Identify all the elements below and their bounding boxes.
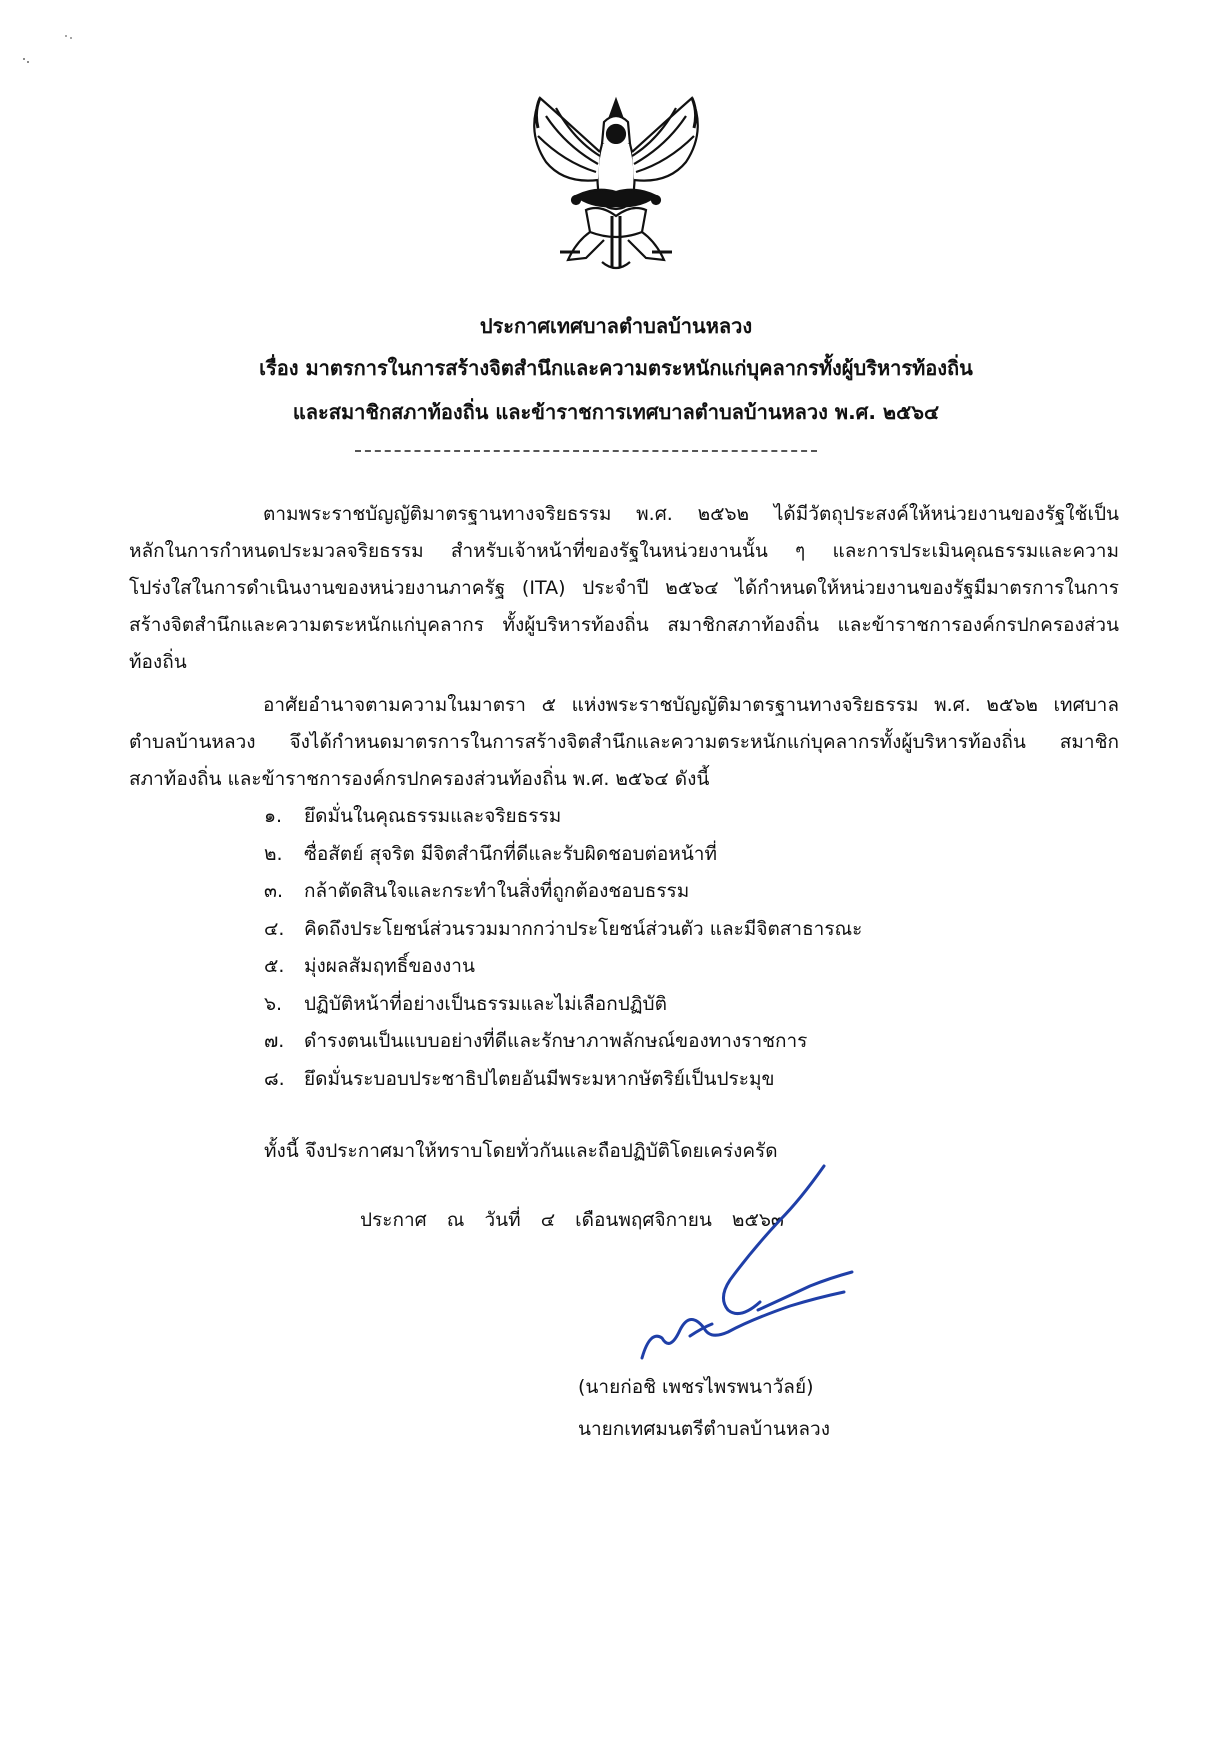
date-year: ๒๕๖๓: [731, 1209, 784, 1231]
handwritten-signature: [630, 1160, 870, 1360]
list-item: [264, 911, 862, 949]
paragraph-line: ตามพระราชบัญญัติมาตรฐานทางจริยธรรม พ.ศ. ๒๕๖๒ ได้มีวัตถุประสงค์ให้หน่วยงานของรัฐใช้เป็น: [263, 503, 1119, 525]
announcement-title: ประกาศเทศบาลตำบลบ้านหลวง: [479, 314, 753, 338]
list-item: [264, 873, 862, 911]
list-item-number: ๕.: [264, 955, 285, 977]
list-item-number: ๖.: [264, 992, 283, 1015]
list-item-text: ยึดมั่นในคุณธรรมและจริยธรรม: [304, 805, 562, 827]
announcement-subject: เรื่อง มาตรการในการสร้างจิตสำนึกและความตระหนักแก่บุคลากรทั้งผู้บริหารท้องถิ่น: [259, 356, 973, 380]
paragraph-intro: [129, 496, 1119, 681]
list-item-text: ปฏิบัติหน้าที่อย่างเป็นธรรมและไม่เลือกปฏิบัติ: [304, 992, 667, 1015]
list-item-number: ๔.: [264, 917, 285, 940]
paragraph-line: สร้างจิตสำนึกและความตระหนักแก่บุคลากร ทั้งผู้บริหารท้องถิ่น สมาชิกสภาท้องถิ่น และข้าราชการองค์กรปกครองส่วน: [129, 614, 1119, 636]
date-month: เดือนพฤศจิกายน: [575, 1209, 712, 1231]
announcement-subject-cont: และสมาชิกสภาท้องถิ่น และข้าราชการเทศบาลตำบลบ้านหลวง พ.ศ. ๒๕๖๔: [292, 400, 940, 424]
list-item-text: ซื่อสัตย์ สุจริต มีจิตสำนึกที่ดีและรับผิดชอบต่อหน้าที่: [304, 842, 717, 865]
closing-statement: ทั้งนี้ จึงประกาศมาให้ทราบโดยทั่วกันและถือปฏิบัติโดยเคร่งครัด: [264, 1140, 778, 1162]
paragraph-line: สภาท้องถิ่น และข้าราชการองค์กรปกครองส่วนท้องถิ่น พ.ศ. ๒๕๖๔ ดังนี้: [129, 768, 710, 790]
signatory-name: (นายก่อชิ เพชรไพรพนาวัลย์): [578, 1376, 814, 1398]
list-item-number: ๒.: [264, 842, 283, 865]
garuda-emblem-icon: [516, 92, 716, 274]
list-item: [264, 986, 862, 1024]
list-item-number: ๘.: [264, 1067, 285, 1090]
list-item-text: ยึดมั่นระบอบประชาธิปไตยอันมีพระมหากษัตริย์เป็นประมุข: [304, 1067, 775, 1090]
signatory-title: นายกเทศมนตรีตำบลบ้านหลวง: [578, 1418, 830, 1440]
date-day: ๔: [540, 1209, 556, 1231]
measures-list: [264, 798, 862, 1098]
paragraph-authority: [129, 687, 1119, 798]
list-item-number: ๓.: [264, 880, 284, 902]
paragraph-line: ตำบลบ้านหลวง จึงได้กำหนดมาตรการในการสร้างจิตสำนึกและความตระหนักแก่บุคลากรทั้งผู้บริหารท้องถิ่น สมาชิก: [129, 731, 1119, 753]
date-word-announce: ประกาศ: [360, 1209, 427, 1231]
date-word-at: ณ: [446, 1209, 465, 1231]
paragraph-line: โปร่งใสในการดำเนินงานของหน่วยงานภาครัฐ (ITA) ประจำปี ๒๕๖๔ ได้กำหนดให้หน่วยงานของรัฐมีมาตรการในการ: [129, 577, 1119, 599]
list-item-number: ๗.: [264, 1030, 285, 1052]
list-item-text: กล้าตัดสินใจและกระทำในสิ่งที่ถูกต้องชอบธรรม: [304, 880, 690, 902]
paragraph-line: ท้องถิ่น: [129, 651, 187, 673]
list-item-text: มุ่งผลสัมฤทธิ์ของงาน: [304, 955, 475, 977]
list-item: [264, 1023, 862, 1061]
title-divider: [355, 450, 817, 454]
list-item: [264, 948, 862, 986]
list-item: [264, 798, 862, 836]
list-item: [264, 836, 862, 874]
list-item-text: คิดถึงประโยชน์ส่วนรวมมากกว่าประโยชน์ส่วนตัว และมีจิตสาธารณะ: [304, 917, 863, 940]
scan-specks: [18, 30, 78, 70]
paragraph-line: หลักในการกำหนดประมวลจริยธรรม สำหรับเจ้าหน้าที่ของรัฐในหน่วยงานนั้น ๆ และการประเมินคุณธรรมและความ: [129, 540, 1119, 562]
list-item-number: ๑.: [264, 805, 283, 827]
paragraph-line: อาศัยอำนาจตามความในมาตรา ๕ แห่งพระราชบัญญัติมาตรฐานทางจริยธรรม พ.ศ. ๒๕๖๒ เทศบาล: [263, 694, 1119, 716]
list-item: [264, 1061, 862, 1099]
date-word-day: วันที่: [484, 1209, 521, 1231]
list-item-text: ดำรงตนเป็นแบบอย่างที่ดีและรักษาภาพลักษณ์ของทางราชการ: [304, 1030, 808, 1052]
